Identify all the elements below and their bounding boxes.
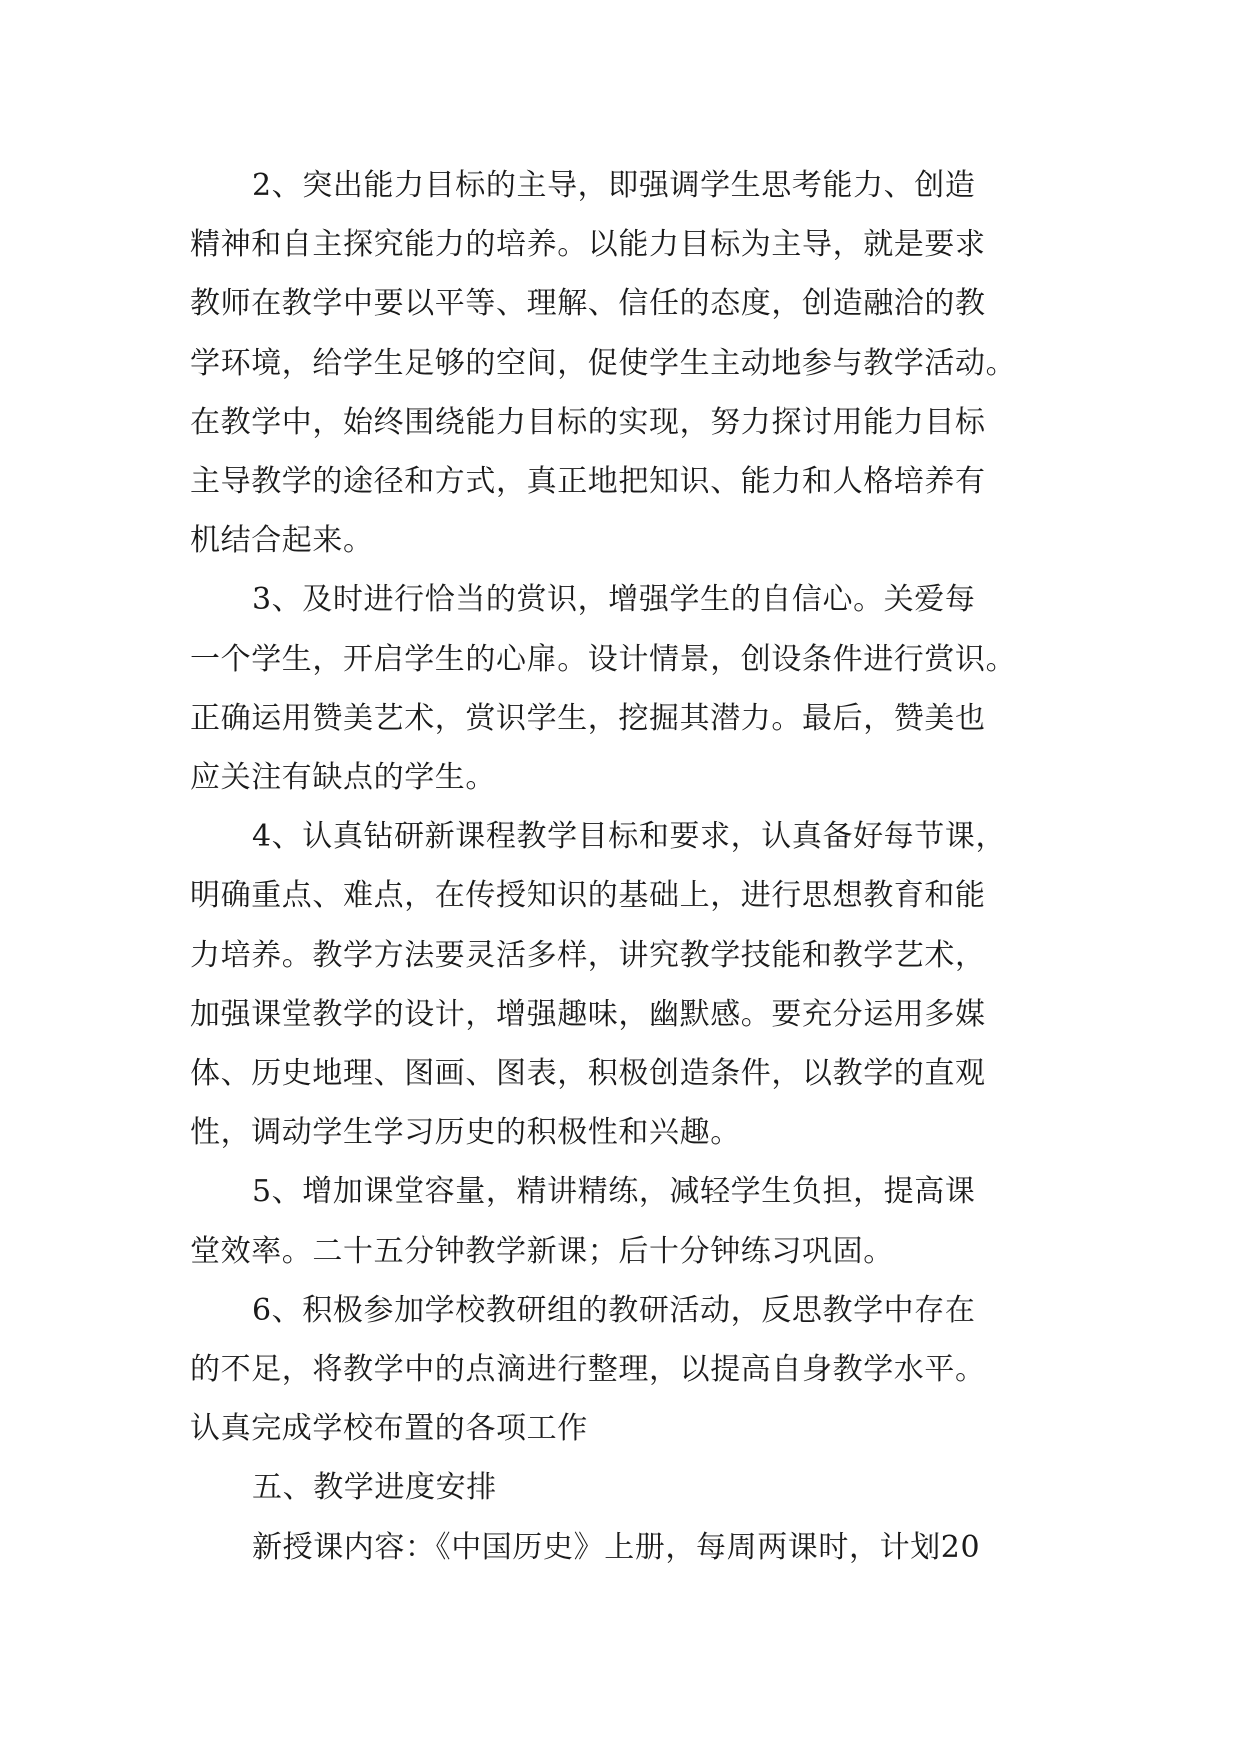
text-line: 教师在教学中要以平等、理解、信任的态度，创造融洽的教 — [190, 286, 986, 322]
text-line: 加强课堂教学的设计，增强趣味，幽默感。要充分运用多媒 — [190, 996, 986, 1032]
paragraph-3 — [190, 570, 1052, 807]
paragraph-7 — [190, 1518, 1052, 1577]
text-line: 精神和自主探究能力的培养。以能力目标为主导，就是要求 — [190, 227, 986, 263]
text-line: 正确运用赞美艺术，赏识学生，挖掘其潜力。最后，赞美也 — [190, 700, 986, 736]
text-line: 应关注有缺点的学生。 — [190, 760, 496, 796]
text-line: 2、突出能力目标的主导，即强调学生思考能力、创造 — [252, 168, 976, 203]
document-body — [190, 156, 1052, 1577]
section-heading-5 — [190, 1458, 1052, 1517]
paragraph-5 — [190, 1162, 1052, 1280]
text-line: 6、积极参加学校教研组的教研活动，反思教学中存在 — [252, 1292, 976, 1328]
text-line: 新授课内容：《中国历史》上册，每周两课时，计划20 — [252, 1529, 981, 1565]
text-line: 4、认真钻研新课程教学目标和要求，认真备好每节课， — [252, 819, 1007, 855]
text-line: 的不足，将教学中的点滴进行整理，以提高自身教学水平。 — [190, 1352, 986, 1388]
text-line: 认真完成学校布置的各项工作 — [190, 1411, 588, 1447]
section-heading: 五、教学进度安排 — [252, 1470, 497, 1506]
text-line: 3、及时进行恰当的赏识，增强学生的自信心。关爱每 — [252, 582, 976, 618]
text-line: 在教学中，始终围绕能力目标的实现，努力探讨用能力目标 — [190, 404, 986, 440]
text-line: 主导教学的途径和方式，真正地把知识、能力和人格培养有 — [190, 464, 986, 500]
text-line: 明确重点、难点，在传授知识的基础上，进行思想教育和能 — [190, 878, 986, 914]
text-line: 体、历史地理、图画、图表，积极创造条件，以教学的直观 — [190, 1056, 986, 1092]
text-line: 力培养。教学方法要灵活多样，讲究教学技能和教学艺术， — [190, 937, 986, 973]
paragraph-2 — [190, 156, 1052, 570]
paragraph-6 — [190, 1281, 1052, 1459]
paragraph-4 — [190, 807, 1052, 1162]
text-line: 5、增加课堂容量，精讲精练，减轻学生负担，提高课 — [252, 1174, 976, 1210]
text-line: 性，调动学生学习历史的积极性和兴趣。 — [190, 1115, 741, 1151]
text-line: 堂效率。二十五分钟教学新课；后十分钟练习巩固。 — [190, 1233, 894, 1269]
text-line: 一个学生，开启学生的心扉。设计情景，创设条件进行赏识。 — [190, 641, 1017, 677]
text-line: 机结合起来。 — [190, 523, 374, 559]
text-line: 学环境，给学生足够的空间，促使学生主动地参与教学活动。 — [190, 345, 1017, 381]
